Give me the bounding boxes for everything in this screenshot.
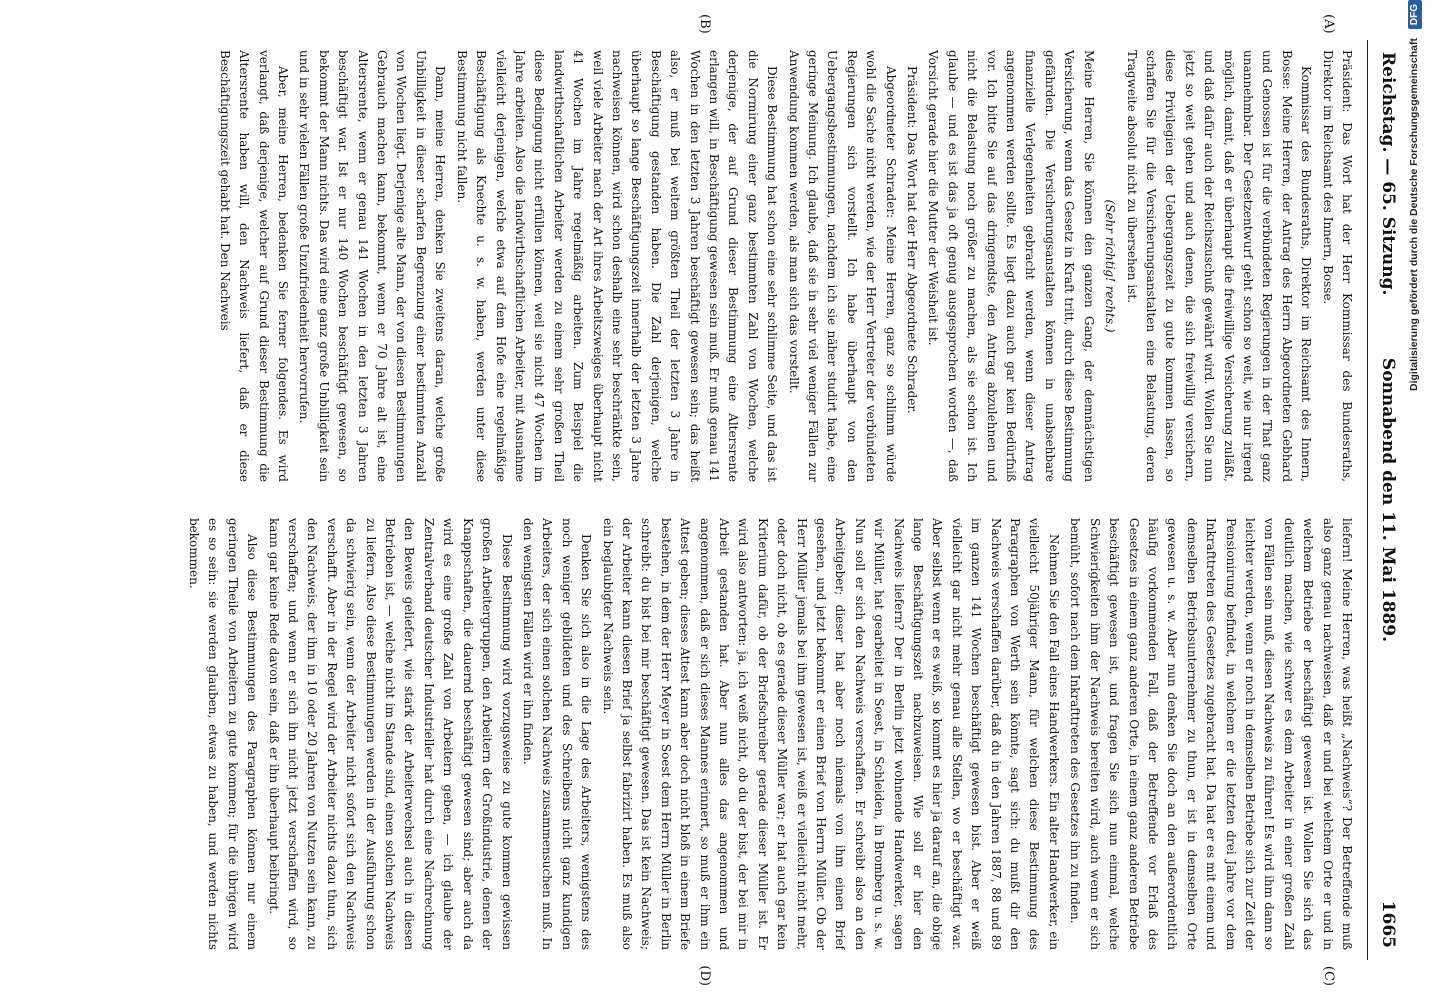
paragraph: Dann, meine Herren, denken Sie zweitens daran, welche große Unbilligkeit in dieser scharfen Begrenzung einer bestimmten Anzahl von Wochen liegt. Derjenige alte Mann, der von diesen Bestimmungen Gebrauch machen kann, bekommt, wenn er 70 Jahre alt ist, eine Altersrente, wenn er genau 141 Wochen in den letzten 3 Jahren beschäftigt war. Ist er nur 140 Wochen beschäftigt gewesen, so bekommt der Mann nichts. Das wird eine ganz große Unbilligkeit sein und in sehr vielen Fällen große Unzufriedenheit hervorrufen.	[297, 50, 448, 482]
session-date: Sonnabend den 11. Mai 1889.	[1378, 357, 1398, 643]
dfg-watermark	[1408, 0, 1428, 980]
text-column-right	[66, 518, 1356, 950]
paragraph: Präsident: Das Wort hat der Herr Kommissar des Bundesraths, Direktor im Reichsamt des Innern, Bosse.	[1320, 50, 1354, 482]
paragraph: Diese Bestimmung wird vorzugsweise zu gute kommen gewissen großen Arbeitergruppen, den Arbeitern der Großindustrie, denen der Knappschaften, die dauernd beschäftigt gewesen sind; aber auch da wird es eine große Zahl von Arbeitern geben, — ich glaube der Zentralverband deutscher Industrieller hat durch eine Nachrechnung den Beweis geliefert, wie stark der Arbeiterwechsel auch in diesen Betrieben ist, — welche nicht im Stande sind, einen solchen Nachweis zu liefern. Also diese Bestimmungen werden in der Ausführung schon da schwierig sein, wenn der Arbeiter nicht sofort sich den Nachweis verschafft. Aber in der Regel wird der Arbeiter nichts dazu thun, sich den Nachweis, der ihm in 10 oder 20 Jahren von Nutzen sein kann, zu verschaffen; und wenn er sich ihn nicht jetzt verschaffen wird, so kann gar keine Rede davon sein, daß er ihn überhaupt beibringt.	[266, 518, 514, 950]
running-title: Reichstag. — 65. Sitzung.	[1378, 52, 1398, 296]
paragraph: Also diese Bestimmungen des Paragraphen können nur einem geringen Theile von Arbeitern zu gute kommen; für die übrigen wird es so sein: sie werden glauben, etwas zu haben, und werden nichts bekommen.	[187, 518, 260, 950]
paragraph: Präsident: Das Wort hat der Herr Abgeordnete Schrader.	[905, 66, 920, 414]
margin-marker-d: (D)	[697, 965, 712, 986]
interjection: (Sehr richtig! rechts.)	[1103, 199, 1118, 333]
paragraph: Abgeordneter Schrader: Meine Herren, ganz so schlimm würde wohl die Sache nicht werden, wie der Herr Vertreter der verbündeten Regierungen sich vorstellt. Ich habe überhaupt von den Uebergangsbestimmungen, nachdem ich sie näher studirt habe, eine geringe Meinung. Ich glaube, daß sie in sehr viel weniger Fällen zur Anwendung kommen werden, als man sich das vorstellt.	[786, 50, 898, 482]
margin-marker-c: (C)	[1321, 965, 1336, 986]
paragraph: Nehmen Sie den Fall eines Handwerkers. Ein alter Handwerker, ein vielleicht 50jähriger Mann, für welchen diese Bestimmung des Paragraphen von Werth sein könnte, sagt sich: du mußt dir den Nachweis verschaffen darüber, daß du in den Jahren 1887, 88 und 89 im ganzen 141 Wochen beschäftigt gewesen bist. Aber er weiß vielleicht gar nicht mehr genau alle Stellen, wo er beschäftigt war. Aber selbst wenn er es weiß, so kommt es hier ja darauf an, die obige lange Beschäftigungszeit nachzuweisen. Wie soll er hier den Nachweis liefern? Der in Berlin jetzt wohnende Handwerker, sagen wir Müller, hat gearbeitet in Soest, in Schleiden, in Bromberg u. s. w. Nun soll er sich den Nachweis verschaffen. Er schreibt also an den Arbeitgeber; dieser hat aber noch niemals von ihm einen Brief gesehen, und jetzt bekommt er einen Brief von Herrn Müller. Ob der Herr Müller jemals bei ihm gewesen ist, weiß er vielleicht nicht mehr, oder doch nicht, ob es gerade dieser Müller war; er hat auch gar kein Kriterium dafür, ob der Briefschreiber gerade dieser Müller ist. Er wird also antworten: ja, ich weiß nicht, ob du der bist, der bei mir in Arbeit gestanden hat. Aber nun alles das angenommen und angenommen, daß er sich dieses Mannes erinnert, so muß er ihm ein Attest geben; dieses Attest kann aber doch nicht bloß in einem Briefe bestehen, in dem der Herr Meyer in Soest dem Herrn Müller in Berlin schreibt: du bist bei mir beschäftigt gewesen. Das ist kein Nachweis; der Arbeiter kann diesen Brief ja selbst fabrizirt haben. Es muß also ein beglaubigter Nachweis sein.	[600, 518, 1061, 950]
page-header	[1370, 22, 1404, 978]
page-number: 1665	[1378, 900, 1398, 948]
paragraph: Denken Sie sich also in die Lage des Arbeiters, wenigstens des noch weniger gebildeten und des Schreibens nicht ganz kundigen Arbeiters, der sich einen solchen Nachweis zusammensuchen muß. In den wenigsten Fällen wird er ihn finden.	[520, 518, 594, 950]
watermark-text: Digitalisierung gefördert durch die Deutsche Forschungsgemeinschaft	[1408, 38, 1420, 392]
margin-marker-a: (A)	[1321, 14, 1336, 34]
paragraph: Aber, meine Herren, bedenken Sie ferner folgendes. Es wird verlangt, daß derjenige, welcher auf Grund dieser Bestimmung die Altersrente haben will, den Nachweis liefert, daß er diese Beschäftigungszeit gehabt hat. Den Nachweis	[217, 50, 291, 482]
margin-marker-b: (B)	[697, 14, 712, 34]
header-rule	[1367, 40, 1368, 960]
paragraph: Kommissar des Bundesraths, Direktor im Reichsamt des Innern, Bosse: Meine Herren, der Antrag des Herrn Abgeordneten Gebhard und Genossen ist für die verbündeten Regierungen in der That ganz unannehmbar. Der Gesetzentwurf geht schon so weit, wie nur irgend möglich, damit, daß er überhaupt die freiwillige Versicherung zuläßt, und daß dafür auch der Reichszuschuß gewährt wird. Wollen Sie nun jetzt so weit gehen und auch denen, die sich freiwillig versichern, diese Privilegien der Uebergangszeit zu gute kommen lassen, so schaffen Sie für die Versicherungsanstalten eine Belastung, deren Tragweite absolut nicht zu übersehen ist.	[1124, 50, 1314, 482]
paragraph: Diese Bestimmung hat schon eine sehr schlimme Seite, und das ist die Normirung einer ganz bestimmten Zahl von Wochen, welche derjenige, der auf Grund dieser Bestimmung eine Altersrente erlangen will, in Beschäftigung gewesen sein muß. Er muß genau 141 Wochen in den letzten 3 Jahren beschäftigt gewesen sein; das heißt also, er muß bei weitem größten Theil der letzten 3 Jahre in Beschäftigung gestanden haben. Die Zahl derjenigen, welche überhaupt so lange Beschäftigungszeit innerhalb der letzten 3 Jahre nachweisen können, wird schon deshalb eine sehr beschränkte sein, weil viele Arbeiter nach der Art ihres Arbeitszweiges überhaupt nicht 41 Wochen im Jahre regelmäßig arbeiten. Zum Beispiel die landwirthschaftlichen Arbeiter werden zu einem sehr großen Theil diese Bedingung nicht erfüllen können, weil sie nicht 47 Wochen im Jahre arbeiten. Also die landwirthschaftlichen Arbeiter, mit Ausnahme vielleicht derjenigen, welche etwa auf dem Hofe eine regelmäßige Beschäftigung als Knechte u. s. w. haben, werden unter diese Bestimmung nicht fallen.	[454, 50, 780, 482]
text-column-left	[66, 50, 1356, 482]
paragraph: liefern! Meine Herren, was heißt „Nachweis“? Der Betreffende muß also ganz genau nachweisen, daß er und bei welchem Orte er und in welchem Betriebe er beschäftigt gewesen ist. Wollen Sie sich das deutlich machen, wie schwer es dem Arbeiter in einer großen Zahl von Fällen sein muß, diesen Nachweis zu führen! Es wird ihm dann so leichter werden, wenn er noch in demselben Betriebe sich zur Zeit der Pensionirung befindet, in welchem er die letzten drei Jahre vor dem Inkrafttreten des Gesetzes zugebracht hat. Da hat er es mit einem und demselben Betriebsunternehmer zu thun, er ist in demselben Orte gewesen u. s. w. Aber nun denken Sie doch an den außerordentlich häufig vorkommenden Fall, daß der Betreffende vor Erlaß des Gesetzes in einem ganz anderen Orte, in einem ganz anderen Betriebe beschäftigt gewesen ist, und fragen Sie sich nun einmal, welche Schwierigkeiten ihm der Nachweis bereiten wird, auch wenn er sich bemüht, sofort nach dem Inkrafttreten des Gesetzes ihn zu finden.	[1068, 518, 1354, 950]
paragraph: Meine Herren, Sie können den ganzen Gang, der demnächstigen Versicherung, wenn das Gesetz in Kraft tritt, durch diese Bestimmung gefährden. Die Versicherungsanstalten können in unabsehbare finanzielle Verlegenheiten gebracht werden, wenn dieser Antrag angenommen werden sollte. Es liegt dazu auch gar kein Bedürfniß vor. Ich bitte Sie auf das dringendste, den Antrag abzulehnen und nicht die Belastung noch größer zu machen, als sie schon ist. Ich glaube — und es ist das ja oft genug ausgesprochen worden —, daß Vorsicht gerade hier die Mutter der Weisheit ist.	[926, 50, 1096, 482]
dfg-logo: DFG	[1408, 0, 1422, 29]
